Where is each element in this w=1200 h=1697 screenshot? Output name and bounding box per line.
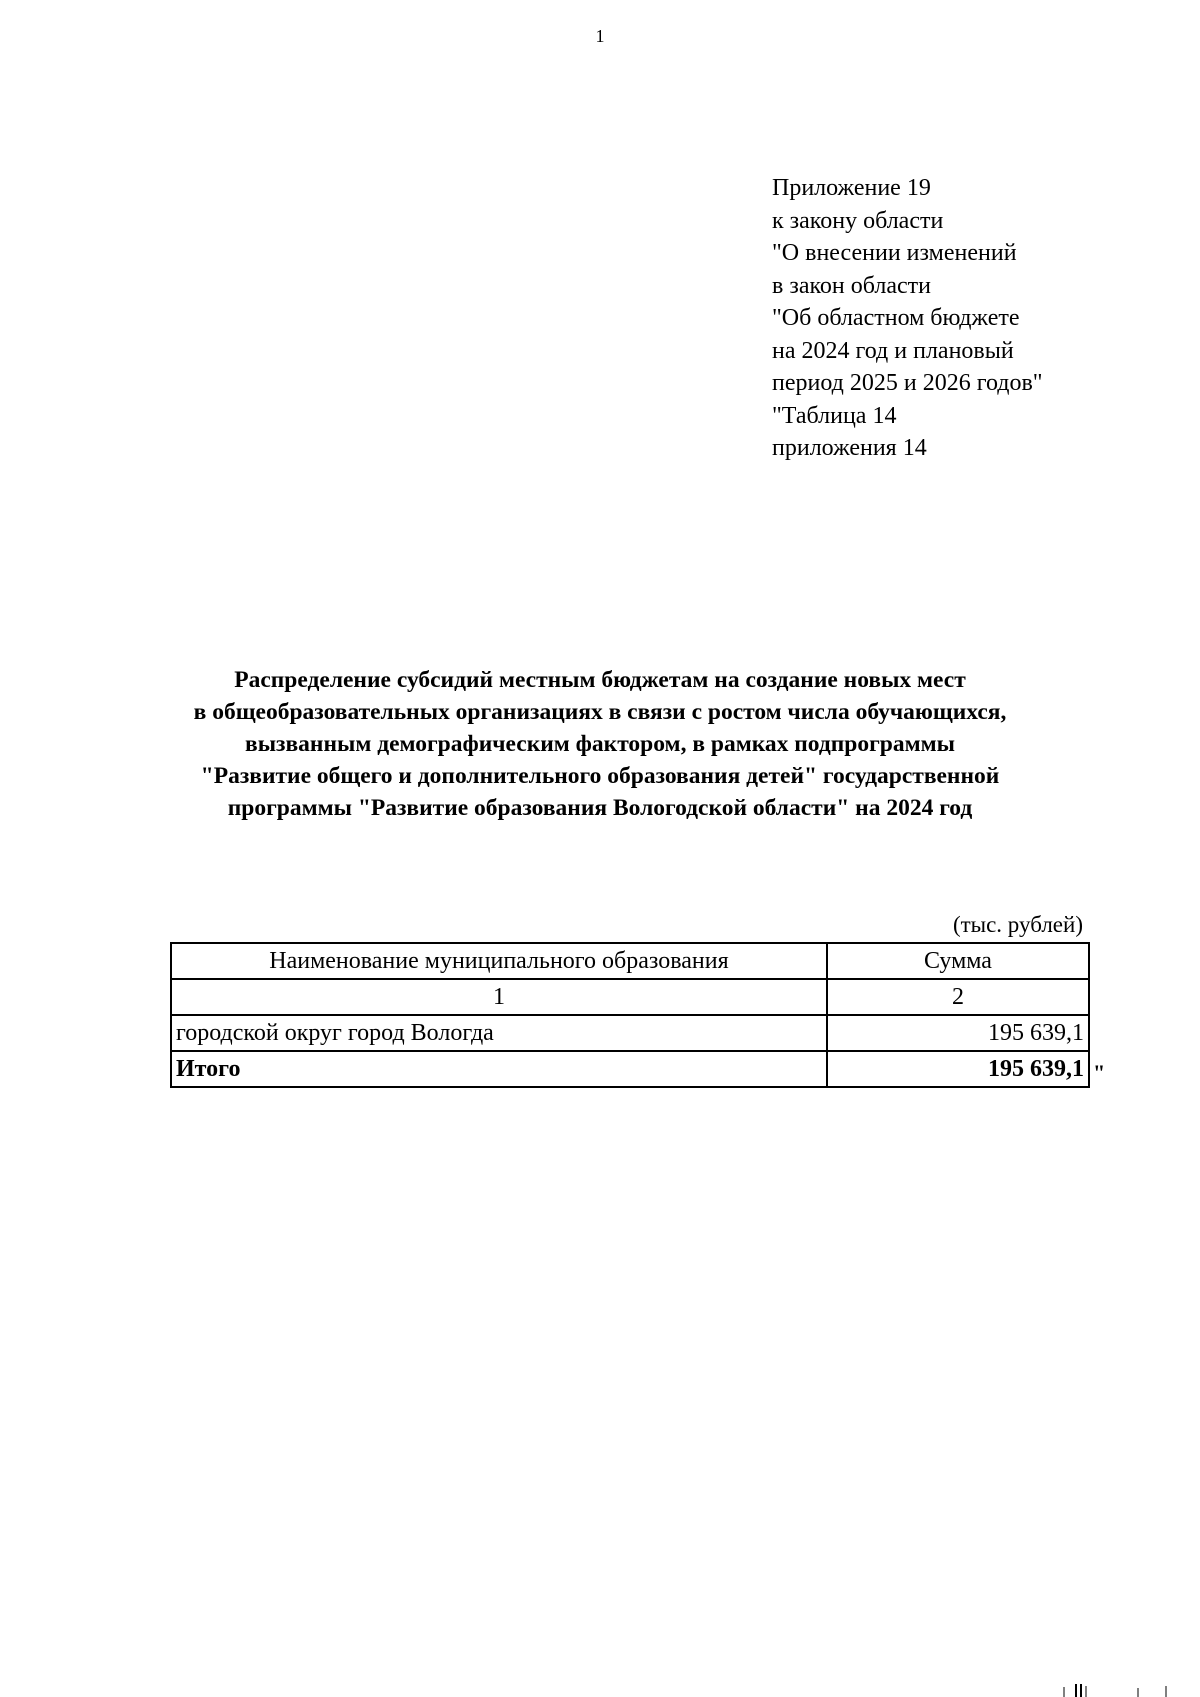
units-label: (тыс. рублей) bbox=[952, 912, 1083, 937]
municipality-name-cell: городской округ город Вологда bbox=[171, 1015, 827, 1051]
title-line: в общеобразовательных организациях в связи с ростом числа обучающихся, bbox=[193, 699, 1007, 725]
appendix-line: период 2025 и 2026 годов" bbox=[772, 370, 1043, 396]
table-header-row bbox=[171, 943, 1089, 979]
appendix-line: приложения 14 bbox=[772, 435, 927, 461]
column-number-row bbox=[171, 979, 1089, 1015]
table-row bbox=[171, 1015, 1089, 1051]
title-line: "Развитие общего и дополнительного образования детей" государственной bbox=[200, 763, 1000, 789]
total-sum-cell: 195 639,1 bbox=[827, 1051, 1089, 1087]
appendix-line: на 2024 год и плановый bbox=[772, 337, 1014, 364]
title-line: Распределение субсидий местным бюджетам на создание новых мест bbox=[234, 667, 966, 693]
title-line: программы "Развитие образования Вологодской области" на 2024 год bbox=[227, 795, 973, 821]
appendix-line: "О внесении изменений bbox=[772, 240, 1017, 266]
column-number-cell: 2 bbox=[827, 979, 1089, 1015]
appendix-line: "Таблица 14 bbox=[772, 402, 897, 429]
scan-marks bbox=[1062, 1684, 1172, 1697]
header-cell-sum: Сумма bbox=[827, 943, 1089, 979]
closing-quote: " bbox=[1093, 1060, 1106, 1085]
total-label-cell: Итого bbox=[171, 1051, 827, 1087]
appendix-reference bbox=[772, 172, 1043, 465]
title-line: вызванным демографическим фактором, в рамках подпрограммы bbox=[245, 731, 955, 757]
total-row bbox=[171, 1051, 1089, 1087]
page-number: 1 bbox=[595, 26, 605, 46]
document-title bbox=[100, 664, 1100, 824]
appendix-line: Приложение 19 bbox=[772, 175, 931, 201]
appendix-line: в закон области bbox=[772, 272, 931, 299]
subsidy-table bbox=[170, 942, 1090, 1088]
appendix-line: к закону области bbox=[772, 207, 944, 234]
column-number-cell: 1 bbox=[171, 979, 827, 1015]
sum-cell: 195 639,1 bbox=[827, 1015, 1089, 1051]
appendix-line: "Об областном бюджете bbox=[772, 305, 1020, 331]
header-cell-name: Наименование муниципального образования bbox=[171, 943, 827, 979]
